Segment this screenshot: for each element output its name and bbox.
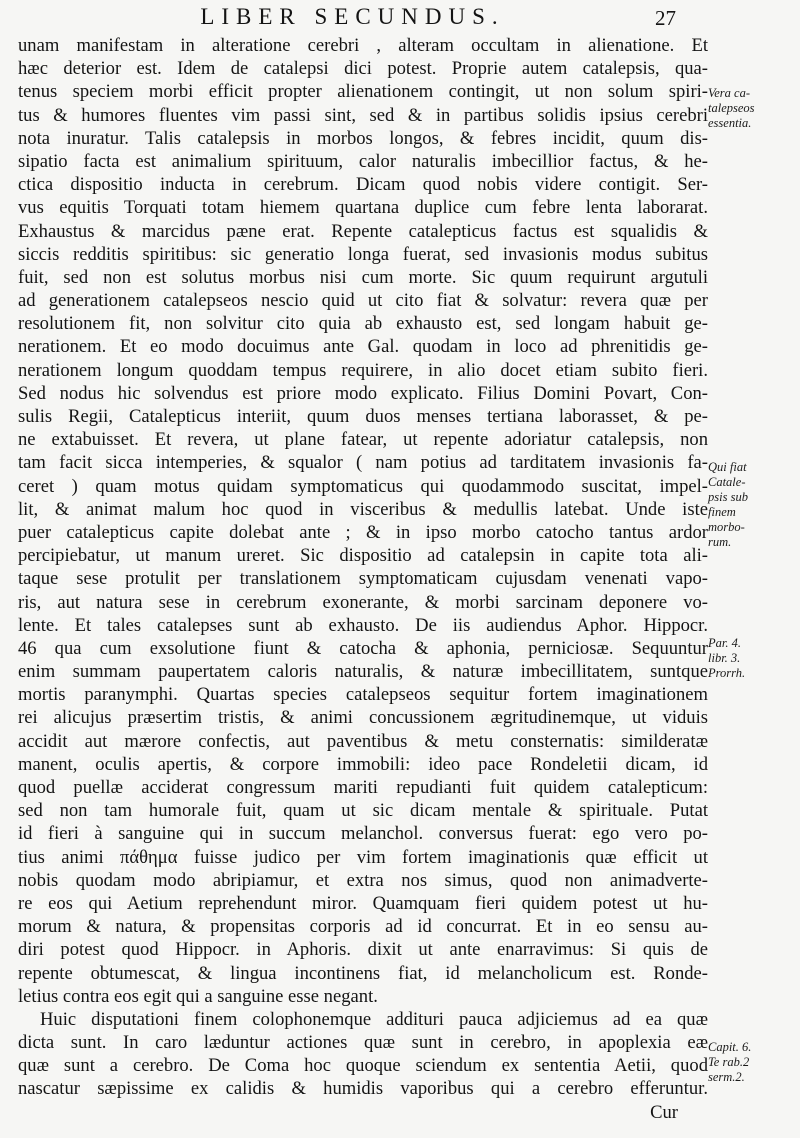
text-line: nobis quodam modo abripiamur, et extra nos simus, quod non animadverte- (18, 869, 708, 891)
text-line: Exhaustus & marcidus pæne erat. Repente catalepticus factus est squalidis & (18, 220, 708, 242)
margin-note-line: talepseos (708, 101, 755, 115)
margin-note-line: Par. 4. (708, 636, 741, 650)
margin-note (708, 1040, 798, 1085)
text-line: nota inuratur. Talis catalepsis in morbos longos, & febres incidit, quum dis- (18, 127, 708, 149)
margin-note (708, 636, 798, 681)
margin-note-line: psis sub (708, 490, 748, 504)
text-line: ris, aut natura sese in cerebrum exonerante, & morbi sarcinam deponere vo- (18, 591, 708, 613)
text-line: morum & natura, & propensitas corporis ad id concurrat. Et in eo sensu au- (18, 916, 708, 938)
text-line: nascatur sæpissime ex calidis & humidis vaporibus qui a cerebro efferuntur. (18, 1078, 708, 1100)
margin-note (708, 86, 798, 131)
text-line: tus & humores fluentes vim passi sint, sed & in partibus solidis ipsius cerebri (18, 104, 708, 126)
text-line: tius animi πάθημα fuisse judico per vim fortem imaginationis quæ efficit ut (18, 846, 708, 868)
text-line: unam manifestam in alteratione cerebri , alteram occultam in alienatione. Et (18, 35, 708, 56)
text-line: repente obtumescat, & lingua incontinens fiat, id melancholicum est. Ronde- (18, 962, 708, 984)
margin-note-line: rum. (708, 535, 732, 549)
text-line: taque sese protulit per translationem symptomaticam cujusdam venenati vapo- (18, 568, 708, 590)
text-line: nerationem. Et eo modo docuimus ante Gal. quodam in loco ad phrenitidis ge- (18, 336, 708, 358)
margin-note-line: Prorrh. (708, 666, 746, 680)
running-head: LIBER SECUNDUS. (200, 4, 505, 29)
text-line: lit, & animat malum hoc quod in visceribus & medullis latebat. Unde iste (18, 498, 708, 520)
text-line: lente. Et tales catalepses sunt ab exhausto. De iis audiendus Aphor. Hippocr. (18, 614, 708, 636)
text-line: quæ sunt a cerebro. De Coma hoc quoque sciendum ex sententia Aetii, quod (18, 1055, 708, 1077)
text-line: ne extabuisset. Et revera, ut plane fatear, ut repente adoriatur catalepsis, non (18, 429, 708, 451)
text-line: sulis Regii, Catalepticus interiit, quum duos menses tertiana laborasset, & pe- (18, 406, 708, 427)
text-line: letius contra eos egit qui a sanguine esse negant. (18, 985, 378, 1007)
text-line: ad generationem catalepseos nescio quid ut cito fiat & solvatur: revera quæ per (18, 290, 708, 312)
margin-note-line: Qui fiat (708, 460, 747, 474)
margin-note-line: libr. 3. (708, 651, 741, 665)
text-line: mortis paranymphi. Quartas species catalepseos sequitur fortem imaginationem (18, 684, 708, 706)
text-line: tenus speciem morbi efficit propter alienationem contingit, ut non solum spiri- (18, 81, 708, 103)
text-line: hæc deterior est. Idem de catalepsi dici potest. Proprie autem catalepsis, qua- (18, 58, 708, 80)
margin-note (708, 460, 798, 550)
text-line: tam facit sicca intemperies, & squalor ( nam potius ad tarditatem invasionis fa- (18, 452, 708, 474)
margin-note-line: essentia. (708, 116, 752, 130)
text-line: rei alicujus præsertim tristis, & animi concussionem ægritudinemque, ut viduis (18, 707, 708, 729)
text-line: vus equitis Torquati totam hiemem quartana duplice cum febre lenta laborarat. (18, 197, 708, 219)
text-line: nerationem longum quoddam tempus requirere, in alio docet etiam subito fieri. (18, 359, 708, 381)
text-line: diri potest quod Hippocr. in Aphoris. dixit ut ante enarravimus: Si quis de (18, 939, 708, 961)
text-line: ceret ) quam motus quidam symptomaticus qui quodammodo suscitat, impel- (18, 475, 708, 497)
text-line: 46 qua cum exsolutione fiunt & catocha & aphonia, perniciosæ. Sequuntur (18, 637, 708, 659)
text-line: puer catalepticus capite dolebat ante ; & in ipso morbo catocho tantus ardor (18, 521, 708, 543)
margin-note-line: serm.2. (708, 1070, 745, 1084)
text-line: fuit, sed non est solutus morbus nisi cum morte. Sic quum requirunt argutuli (18, 266, 708, 288)
margin-note-line: Vera ca- (708, 86, 750, 100)
text-line: enim summam paupertatem caloris naturalis, & naturæ imbecillitatem, suntque (18, 661, 708, 683)
text-line: id fieri à sanguine qui in succum melanchol. conversus fuerat: ego vero po- (18, 823, 708, 845)
margin-note-line: Catale- (708, 475, 746, 489)
text-line: accidit aut mærore confectis, aut paventibus & metu consternatis: similderatæ (18, 730, 708, 752)
text-line: siccis redditis spiritibus: sic generatio longa fuerat, sed invasionis modus subitus (18, 243, 708, 265)
text-line: Sed nodus hic solvendus est priore modo explicato. Filius Domini Povart, Con- (18, 382, 708, 404)
margin-note-line: Capit. 6. (708, 1040, 752, 1054)
margin-note-line: Te rab.2 (708, 1055, 750, 1069)
margin-note-line: morbo- (708, 520, 745, 534)
body-text (18, 34, 708, 1124)
text-line: quod puellæ acciderat congressum mariti repudianti fuit quidem catalepticum: (18, 777, 708, 798)
page-number: 27 (655, 6, 676, 30)
text-line: resolutionem fit, non solvitur cito quia ab exhausto est, sed longam habuit ge- (18, 313, 708, 335)
text-line: ctica dispositio inducta in cerebrum. Dicam quod nobis videre contigit. Ser- (18, 174, 708, 196)
text-line: dicta sunt. In caro læduntur actiones quæ sunt in cerebro, in apoplexia eæ (18, 1032, 708, 1054)
margin-note-line: finem (708, 505, 736, 519)
catchword: Cur (650, 1101, 678, 1123)
text-line: manent, oculis apertis, & corpore immobili: ideo pace Rondeletii dicam, id (18, 753, 708, 775)
text-line: sipatio facta est animalium spirituum, calor naturalis imbecillior factus, & he- (18, 150, 708, 172)
text-line: Huic disputationi finem colophonemque addituri pauca adjiciemus ad ea quæ (40, 1008, 708, 1030)
text-line: sed non tam humorale fuit, quam ut sic dicam mentale & spirituale. Putat (18, 800, 708, 822)
text-line: percipiebatur, ut manum ureret. Sic dispositio ad catalepsin in capite tota ali- (18, 545, 708, 567)
text-line: re eos qui Aetium reprehendunt miror. Quamquam fieri quidem potest ut hu- (18, 892, 708, 914)
